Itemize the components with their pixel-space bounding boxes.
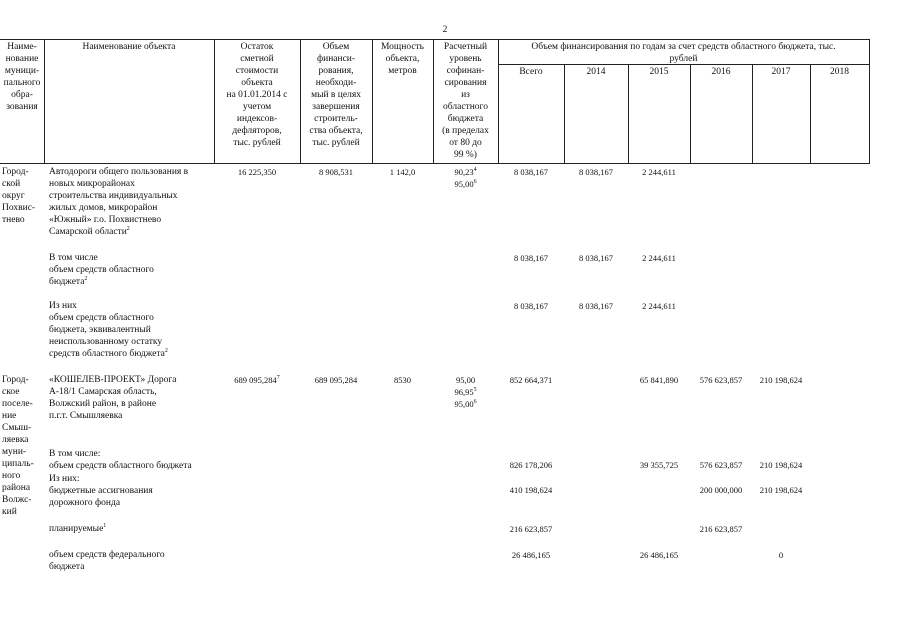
- col-line-10: [752, 64, 753, 163]
- row6-2016: 216 623,857: [699, 524, 743, 534]
- row5-total: 410 198,624: [509, 485, 553, 495]
- header-object: Наименование объекта: [82, 42, 176, 52]
- col-line-9: [690, 64, 691, 163]
- header-year-2018: 2018: [830, 67, 849, 77]
- row4-label: В том числе: объем средств областного бюджета: [49, 449, 192, 471]
- row0-total: 8 038,167: [514, 167, 548, 177]
- page-number: 2: [442, 25, 448, 35]
- row0-financing-needed: 8 908,531: [319, 167, 353, 177]
- row0-object-footnote: 2: [126, 225, 130, 232]
- row3-2016: 576 623,857: [699, 375, 743, 385]
- header-remaining-cost: Остаток сметной стоимости объекта на 01.01.2014 с учетом индексов- дефляторов, тыс. рублей: [226, 42, 288, 148]
- row0-2014: 8 038,167: [579, 167, 613, 177]
- col-line-7: [564, 64, 565, 163]
- header-year-2017: 2017: [771, 67, 791, 77]
- row2-total: 8 038,167: [514, 301, 548, 311]
- col-line-11: [810, 64, 811, 163]
- row0-municipality: Город- ской округ Похвис- тнево: [2, 167, 36, 225]
- row3-municipality: Город- ское поселе- ние Смыш- ляевка муни- ципаль- ного района Волжс- кий: [2, 375, 34, 517]
- row3-financing-needed: 689 095,284: [314, 375, 358, 385]
- row3-object-name: «КОШЕЛЕВ-ПРОЕКТ» Дорога А-18/1 Самарская область, Волжский район, в районе п.г.т. Смышляевка: [49, 375, 177, 421]
- row7-2017: 0: [778, 550, 784, 560]
- row0-object-name: Автодороги общего пользования в новых микрорайонах строительства индивидуальных жилых домов, микрорайон «Южный» г.о. Похвистнево Самарской области$^2$: [49, 167, 189, 237]
- row5-2017: 210 198,624: [759, 485, 803, 495]
- row3-total: 852 664,371: [509, 375, 553, 385]
- header-year-2014: 2014: [586, 67, 606, 77]
- header-cofinancing-level: Расчетный уровень софинан- сирования из областного бюджета (в пределах от 80 до 99 %): [442, 42, 489, 160]
- row0-cofinancing: 90,23$^4$ 95,00$^6$: [454, 167, 477, 189]
- header-financing-needed: Объем финанси- рования, необходи- мый в целях завершения строитель- ства объекта, тыс. рублей: [309, 42, 363, 148]
- row4-2017: 210 198,624: [759, 460, 803, 470]
- row1-label: В том числе объем средств областного бюджета$^2$: [49, 253, 154, 287]
- header-year-total: Всего: [519, 67, 543, 77]
- row3-remaining-cost: 689 095,284$^7$: [234, 375, 280, 385]
- header-year-2015: 2015: [649, 67, 669, 77]
- row3-capacity: 8530: [394, 375, 411, 385]
- row4-2015: 39 355,725: [639, 460, 679, 470]
- row3-2015: 65 841,890: [639, 375, 679, 385]
- col-line-8: [628, 64, 629, 163]
- row3-cofinancing: 95,00 96,95$^5$ 95,00$^6$: [454, 375, 477, 409]
- table-top-border: [0, 39, 870, 40]
- header-bottom-border: [0, 163, 870, 164]
- row6-total: 216 623,857: [509, 524, 553, 534]
- row1-2015: 2 244,611: [642, 253, 676, 263]
- header-municipality: Наиме- нование муници- пального обра- зования: [3, 42, 41, 112]
- row3-2017: 210 198,624: [759, 375, 803, 385]
- col-line-12: [869, 39, 870, 163]
- row7-label: объем средств федерального бюджета: [49, 550, 165, 572]
- row2-2014: 8 038,167: [579, 301, 613, 311]
- col-line-1: [44, 39, 45, 163]
- row2-2015: 2 244,611: [642, 301, 676, 311]
- row7-total: 26 486,165: [511, 550, 551, 560]
- row0-remaining-cost: 16 225,350: [237, 167, 277, 177]
- header-year-2016: 2016: [711, 67, 731, 77]
- row7-2015: 26 486,165: [639, 550, 679, 560]
- row0-capacity: 1 142,0: [389, 167, 416, 177]
- row1-total: 8 038,167: [514, 253, 548, 263]
- row1-2014: 8 038,167: [579, 253, 613, 263]
- row0-2015: 2 244,611: [642, 167, 676, 177]
- row2-label: Из них объем средств областного бюджета, эквивалентный неиспользованному остатку средств областного бюджета$^2$: [49, 301, 168, 359]
- header-capacity: Мощность объекта, метров: [380, 42, 425, 76]
- row5-2016: 200 000,000: [699, 485, 743, 495]
- row5-label: Из них: бюджетные ассигнования дорожного фонда: [49, 474, 153, 508]
- header-funding-by-year: Объем финансирования по годам за счет средств областного бюджета, тыс. рублей: [531, 42, 836, 64]
- row4-2016: 576 623,857: [699, 460, 743, 470]
- row6-label: планируемые$^1$: [49, 522, 107, 534]
- row4-total: 826 178,206: [509, 460, 553, 470]
